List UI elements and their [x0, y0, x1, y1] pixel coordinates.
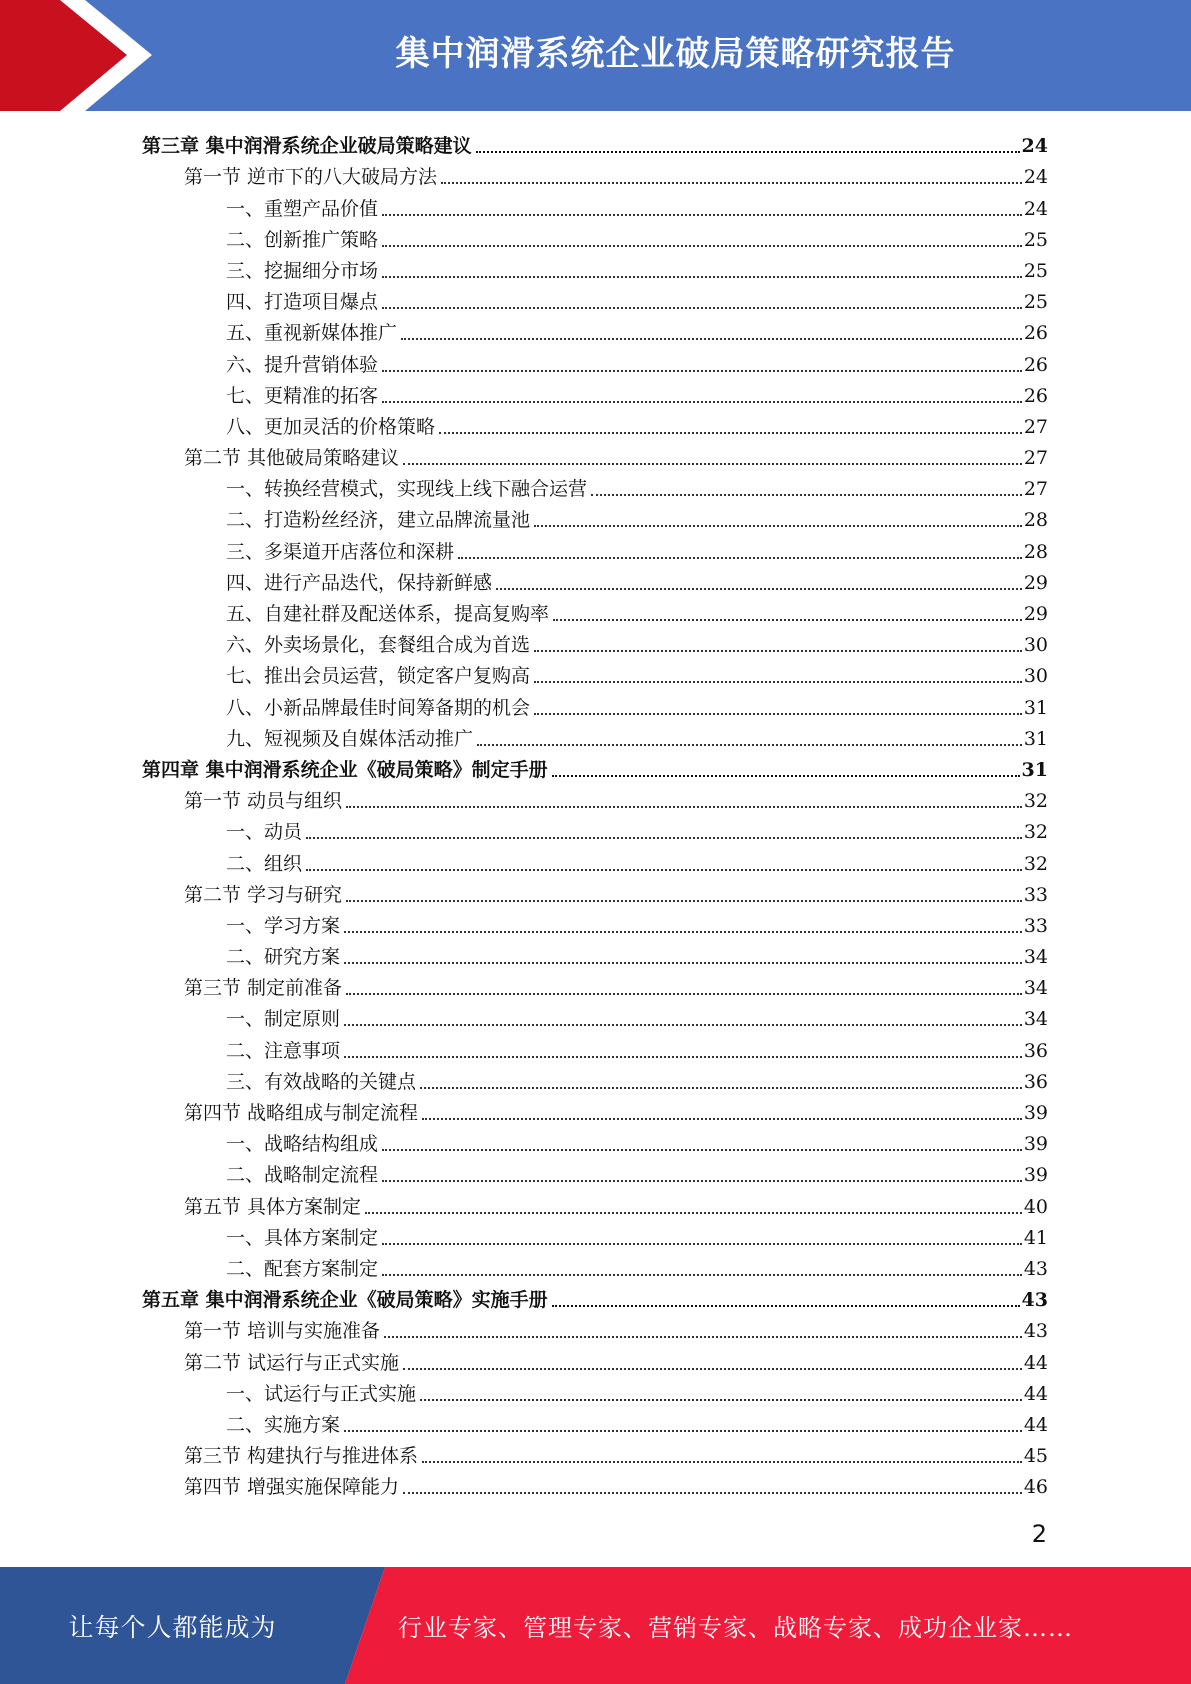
toc-dot-leader [477, 744, 1022, 746]
toc-entry-label: 第一节 逆市下的八大破局方法 [184, 166, 438, 189]
toc-entry-label: 二、研究方案 [226, 946, 341, 969]
toc-dot-leader [382, 401, 1022, 403]
toc-entry-page: 34 [1023, 946, 1048, 969]
toc-entry-page: 43 [1023, 1320, 1048, 1343]
toc-chapter-entry[interactable] [140, 127, 1048, 158]
toc-entry-page: 30 [1023, 634, 1048, 657]
toc-section-entry[interactable] [140, 1094, 1048, 1125]
toc-entry-page: 40 [1023, 1195, 1048, 1218]
toc-subsection-entry[interactable] [140, 345, 1048, 376]
toc-chapter-entry[interactable] [140, 1281, 1048, 1312]
toc-dot-leader [384, 1336, 1022, 1338]
toc-dot-leader [403, 1492, 1022, 1494]
toc-entry-page: 39 [1023, 1102, 1048, 1124]
toc-section-entry[interactable] [140, 1343, 1048, 1374]
toc-entry-label: 三、有效战略的关键点 [226, 1070, 417, 1093]
toc-dot-leader [476, 151, 1020, 153]
toc-entry-page: 44 [1023, 1382, 1048, 1405]
header-red-arrow [0, 0, 127, 111]
toc-subsection-entry[interactable] [140, 813, 1048, 844]
toc-entry-page: 39 [1023, 1133, 1048, 1156]
toc-subsection-entry[interactable] [140, 1063, 1048, 1094]
toc-dot-leader [306, 837, 1022, 839]
toc-subsection-entry[interactable] [140, 221, 1048, 252]
toc-dot-leader [591, 494, 1022, 496]
toc-entry-label: 二、实施方案 [226, 1413, 341, 1436]
toc-subsection-entry[interactable] [140, 1250, 1048, 1281]
toc-subsection-entry[interactable] [140, 844, 1048, 875]
toc-dot-leader [365, 1212, 1022, 1214]
toc-entry-page: 46 [1023, 1476, 1048, 1499]
toc-entry-page: 27 [1023, 478, 1048, 501]
toc-dot-leader [422, 1461, 1022, 1463]
toc-entry-page: 34 [1023, 1008, 1048, 1031]
toc-section-entry[interactable] [140, 969, 1048, 1000]
footer-slogan-left: 让每个人都能成为 [68, 1612, 277, 1642]
toc-section-entry[interactable] [140, 1187, 1048, 1218]
toc-entry-label: 二、配套方案制定 [226, 1257, 379, 1280]
toc-entry-label: 第二节 其他破局策略建议 [184, 447, 400, 470]
toc-entry-label: 九、短视频及自媒体活动推广 [226, 727, 474, 750]
toc-entry-page: 32 [1023, 821, 1048, 844]
toc-dot-leader [534, 713, 1022, 715]
toc-entry-page: 44 [1023, 1413, 1048, 1436]
toc-subsection-entry[interactable] [140, 564, 1048, 595]
toc-entry-page: 25 [1023, 259, 1048, 282]
toc-entry-page: 24 [1023, 197, 1048, 220]
toc-entry-page: 44 [1023, 1351, 1048, 1374]
toc-entry-label: 五、自建社群及配送体系，提高复购率 [226, 603, 550, 625]
toc-subsection-entry[interactable] [140, 1406, 1048, 1437]
toc-subsection-entry[interactable] [140, 1219, 1048, 1250]
toc-entry-page: 43 [1023, 1257, 1048, 1280]
toc-entry-label: 一、战略结构组成 [226, 1133, 379, 1156]
toc-dot-leader [382, 1180, 1022, 1182]
toc-section-entry[interactable] [140, 1437, 1048, 1468]
page-title: 集中润滑系统企业破局策略研究报告 [395, 33, 956, 74]
toc-entry-label: 一、重塑产品价值 [226, 197, 379, 220]
toc-entry-page: 26 [1023, 353, 1048, 376]
toc-subsection-entry[interactable] [140, 720, 1048, 751]
toc-entry-page: 24 [1023, 166, 1048, 189]
toc-subsection-entry[interactable] [140, 501, 1048, 532]
toc-entry-label: 三、多渠道开店落位和深耕 [226, 540, 455, 563]
toc-dot-leader [382, 214, 1022, 216]
toc-entry-page: 31 [1023, 727, 1048, 750]
toc-subsection-entry[interactable] [140, 1375, 1048, 1406]
toc-dot-leader [382, 370, 1022, 372]
toc-entry-page: 45 [1023, 1445, 1048, 1468]
toc-entry-label: 第五章 集中润滑系统企业《破局策略》实施手册 [142, 1289, 548, 1312]
toc-dot-leader [346, 806, 1022, 808]
toc-entry-page: 24 [1021, 135, 1048, 158]
toc-entry-label: 第二节 学习与研究 [184, 883, 343, 906]
toc-dot-leader [553, 619, 1022, 621]
toc-entry-label: 一、制定原则 [226, 1008, 341, 1031]
toc-entry-label: 四、打造项目爆点 [226, 291, 379, 314]
toc-entry-label: 第一节 动员与组织 [184, 790, 343, 813]
toc-entry-label: 八、更加灵活的价格策略 [226, 415, 436, 438]
toc-subsection-entry[interactable] [140, 1031, 1048, 1062]
toc-dot-leader [534, 650, 1022, 652]
toc-subsection-entry[interactable] [140, 1125, 1048, 1156]
toc-dot-leader [344, 1024, 1022, 1026]
toc-entry-label: 第四节 战略组成与制定流程 [184, 1102, 419, 1124]
toc-entry-label: 一、动员 [226, 821, 303, 844]
toc-entry-page: 25 [1023, 291, 1048, 314]
toc-entry-page: 25 [1023, 228, 1048, 251]
toc-subsection-entry[interactable] [140, 907, 1048, 938]
toc-entry-page: 36 [1023, 1039, 1048, 1062]
toc-dot-leader [420, 1087, 1022, 1089]
toc-entry-page: 31 [1023, 696, 1048, 719]
toc-section-entry[interactable] [140, 1312, 1048, 1343]
toc-entry-page: 34 [1023, 977, 1048, 1000]
toc-entry-page: 26 [1023, 322, 1048, 345]
toc-entry-label: 七、更精准的拓客 [226, 384, 379, 407]
toc-entry-label: 二、打造粉丝经济，建立品牌流量池 [226, 509, 531, 532]
toc-dot-leader [403, 1368, 1022, 1370]
toc-subsection-entry[interactable] [140, 938, 1048, 969]
toc-dot-leader [382, 276, 1022, 278]
toc-entry-page: 43 [1021, 1289, 1048, 1312]
toc-dot-leader [382, 307, 1022, 309]
toc-chapter-entry[interactable] [140, 751, 1048, 782]
toc-dot-leader [552, 1305, 1020, 1307]
toc-section-entry[interactable] [140, 782, 1048, 813]
toc-subsection-entry[interactable] [140, 657, 1048, 688]
toc-entry-page: 30 [1023, 665, 1048, 688]
toc-dot-leader [439, 432, 1022, 434]
toc-entry-label: 六、外卖场景化，套餐组合成为首选 [226, 634, 531, 657]
toc-dot-leader [534, 681, 1022, 683]
header-arrow-decoration [0, 0, 160, 111]
toc-entry-label: 第三节 制定前准备 [184, 977, 343, 1000]
toc-dot-leader [552, 775, 1020, 777]
toc-entry-label: 五、重视新媒体推广 [226, 322, 398, 345]
toc-dot-leader [496, 588, 1022, 590]
toc-entry-label: 二、创新推广策略 [226, 228, 379, 251]
toc-subsection-entry[interactable] [140, 470, 1048, 501]
toc-dot-leader [306, 869, 1022, 871]
toc-entry-label: 六、提升营销体验 [226, 353, 379, 376]
toc-entry-page: 32 [1023, 790, 1048, 813]
toc-entry-label: 第四章 集中润滑系统企业《破局策略》制定手册 [142, 758, 548, 781]
toc-dot-leader [534, 525, 1022, 527]
footer-slogan-right: 行业专家、管理专家、营销专家、战略专家、成功企业家…… [398, 1614, 1073, 1642]
toc-entry-label: 一、具体方案制定 [226, 1226, 379, 1249]
page-footer [0, 1567, 1191, 1684]
toc-dot-leader [382, 1149, 1022, 1151]
toc-entry-page: 29 [1023, 571, 1048, 594]
toc-entry-label: 第四节 增强实施保障能力 [184, 1476, 400, 1499]
toc-entry-label: 一、转换经营模式，实现线上线下融合运营 [226, 478, 588, 501]
toc-section-entry[interactable] [140, 876, 1048, 907]
toc-subsection-entry[interactable] [140, 314, 1048, 345]
toc-section-entry[interactable] [140, 158, 1048, 189]
toc-subsection-entry[interactable] [140, 283, 1048, 314]
toc-subsection-entry[interactable] [140, 688, 1048, 719]
toc-dot-leader [401, 338, 1022, 340]
toc-dot-leader [346, 993, 1022, 995]
toc-dot-leader [441, 182, 1022, 184]
toc-subsection-entry[interactable] [140, 377, 1048, 408]
toc-entry-page: 27 [1023, 447, 1048, 470]
toc-entry-page: 28 [1023, 540, 1048, 563]
toc-dot-leader [344, 1430, 1022, 1432]
toc-subsection-entry[interactable] [140, 595, 1048, 626]
toc-entry-page: 32 [1023, 852, 1048, 875]
toc-entry-label: 一、学习方案 [226, 914, 341, 937]
toc-entry-page: 28 [1023, 509, 1048, 532]
toc-section-entry[interactable] [140, 1468, 1048, 1499]
toc-entry-label: 第三节 构建执行与推进体系 [184, 1445, 419, 1468]
page-header [0, 0, 1191, 111]
toc-entry-label: 二、注意事项 [226, 1039, 341, 1062]
toc-dot-leader [382, 245, 1022, 247]
toc-entry-page: 41 [1023, 1226, 1048, 1249]
toc-entry-label: 二、组织 [226, 852, 303, 875]
toc-dot-leader [422, 1118, 1022, 1120]
toc-entry-label: 七、推出会员运营，锁定客户复购高 [226, 665, 531, 688]
table-of-contents [140, 127, 1048, 1499]
toc-entry-label: 二、战略制定流程 [226, 1164, 379, 1187]
toc-entry-label: 第五节 具体方案制定 [184, 1195, 362, 1218]
toc-dot-leader [344, 931, 1022, 933]
toc-dot-leader [344, 962, 1022, 964]
toc-entry-page: 36 [1023, 1070, 1048, 1093]
page-number: 2 [1031, 1520, 1047, 1548]
toc-entry-page: 33 [1023, 883, 1048, 906]
toc-entry-label: 第一节 培训与实施准备 [184, 1320, 381, 1343]
toc-subsection-entry[interactable] [140, 532, 1048, 563]
toc-entry-page: 33 [1023, 914, 1048, 937]
toc-dot-leader [344, 1056, 1022, 1058]
toc-entry-label: 三、挖掘细分市场 [226, 259, 379, 282]
toc-entry-page: 29 [1023, 603, 1048, 625]
toc-dot-leader [458, 557, 1022, 559]
toc-entry-page: 26 [1023, 384, 1048, 407]
toc-section-entry[interactable] [140, 439, 1048, 470]
toc-subsection-entry[interactable] [140, 1156, 1048, 1187]
toc-entry-label: 八、小新品牌最佳时间筹备期的机会 [226, 696, 531, 719]
toc-subsection-entry[interactable] [140, 189, 1048, 220]
toc-entry-page: 31 [1021, 758, 1048, 781]
toc-dot-leader [382, 1243, 1022, 1245]
toc-subsection-entry[interactable] [140, 1000, 1048, 1031]
toc-dot-leader [382, 1274, 1022, 1276]
toc-entry-page: 39 [1023, 1164, 1048, 1187]
toc-entry-label: 四、进行产品迭代，保持新鲜感 [226, 571, 493, 594]
toc-entry-label: 第二节 试运行与正式实施 [184, 1351, 400, 1374]
toc-entry-label: 第三章 集中润滑系统企业破局策略建议 [142, 135, 472, 158]
toc-entry-label: 一、试运行与正式实施 [226, 1382, 417, 1405]
toc-dot-leader [346, 900, 1022, 902]
toc-subsection-entry[interactable] [140, 408, 1048, 439]
toc-subsection-entry[interactable] [140, 626, 1048, 657]
toc-subsection-entry[interactable] [140, 252, 1048, 283]
toc-dot-leader [403, 463, 1022, 465]
toc-dot-leader [420, 1399, 1022, 1401]
toc-entry-page: 27 [1023, 415, 1048, 438]
